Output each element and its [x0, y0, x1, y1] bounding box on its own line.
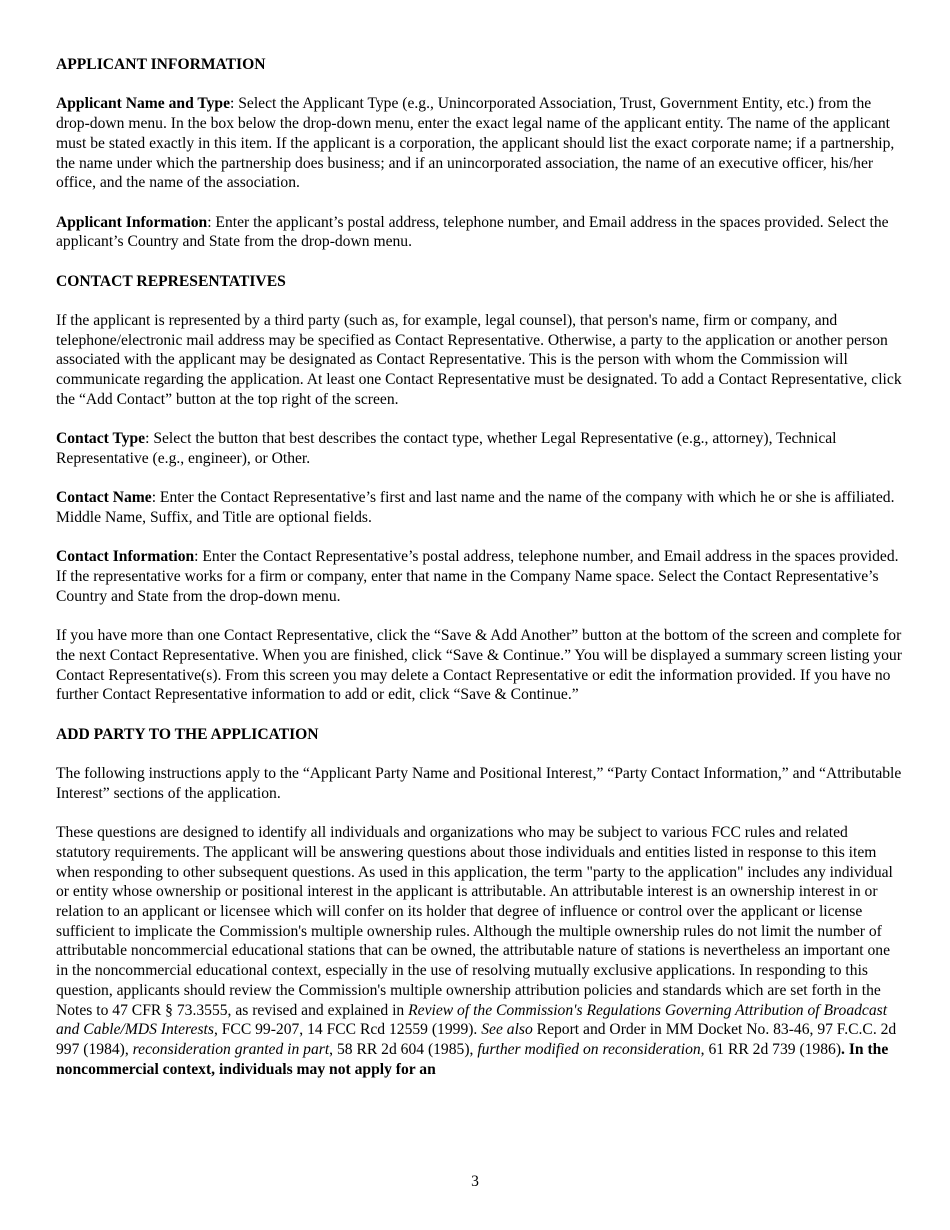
paragraph-contact-intro: If the applicant is represented by a third party (such as, for example, legal counsel), that person's name, firm or company, and telephone/electronic mail address may be specified as Contact Representative. Otherwise, a party to the application or another person associated with the applicant may be designated as Contact Representative. This is the person with whom the Commission will communicate regarding the application. At least one Contact Representative must be designated. To add a Contact Representative, click the “Add Contact” button at the top right of the screen. — [56, 312, 902, 408]
text-contact-information: : Enter the Contact Representative’s postal address, telephone number, and Email address in the spaces provided. If the representative works for a firm or company, enter that name in the Company Name space. Select the Contact Representative’s Country and State from the drop-down menu. — [56, 548, 899, 605]
paragraph-add-party-intro: The following instructions apply to the “Applicant Party Name and Positional Interest,” “Party Contact Information,” and “Attributable Interest” sections of the application. — [56, 765, 902, 802]
text-applicant-information: : Enter the applicant’s postal address, telephone number, and Email address in the spaces provided. Select the applicant’s Country and State from the drop-down menu. — [56, 213, 889, 251]
paragraph-applicant-name-type — [56, 94, 902, 193]
paragraph-more-than-one-contact: If you have more than one Contact Representative, click the “Save & Add Another” button at the bottom of the screen and complete for the next Contact Representative. When you are finished, click “Save & Continue.” You will be displayed a summary screen listing your Contact Representative(s). From this screen you may delete a Contact Representative or edit the information provided. If you have no further Contact Representative information to add or edit, click “Save & Continue.” — [56, 627, 902, 704]
bold-noncommercial-note: . In the noncommercial context, individuals may not apply for an — [56, 1040, 889, 1078]
heading-applicant-information: APPLICANT INFORMATION — [56, 56, 266, 73]
paragraph-contact-name — [56, 488, 902, 527]
label-applicant-information: Applicant Information — [56, 213, 208, 231]
paragraph-add-party-body — [56, 823, 902, 1079]
italic-see-also: See also — [481, 1021, 533, 1039]
text-segment: , 61 RR 2d 739 (1986) — [700, 1040, 842, 1058]
label-contact-name: Contact Name — [56, 489, 152, 507]
text-applicant-name-type: : Select the Applicant Type (e.g., Unincorporated Association, Trust, Government Entity, etc.) from the drop-down menu. In the box below the drop-down menu, enter the exact legal name of the applicant entity. The name of the applicant must be stated exactly in this item. If the applicant is a corporation, the applicant should list the exact corporate name; if a partnership, the name under which the partnership does business; and if an unincorporated association, the name of an executive officer, his/her office, and the name of the association. — [56, 95, 895, 192]
text-segment: Report and Order in MM Docket No. 83-46, 97 F.C.C. 2d 997 (1984), — [56, 1021, 897, 1058]
italic-reconsideration: reconsideration granted in part — [132, 1040, 330, 1058]
label-applicant-name-type: Applicant Name and Type — [56, 95, 231, 113]
paragraph-contact-information — [56, 547, 902, 606]
text-segment: , 58 RR 2d 604 (1985), — [329, 1040, 478, 1058]
italic-citation-title: Review of the Commission's Regulations Governing Attribution of Broadcast and Cable/MDS Interests — [56, 1001, 888, 1039]
document-page — [56, 55, 902, 1099]
label-contact-information: Contact Information — [56, 548, 195, 566]
text-contact-name: : Enter the Contact Representative’s first and last name and the name of the company with which he or she is affiliated. Middle Name, Suffix, and Title are optional fields. — [56, 489, 895, 527]
page-number: 3 — [471, 1173, 479, 1190]
paragraph-applicant-information — [56, 213, 902, 252]
heading-contact-representatives: CONTACT REPRESENTATIVES — [56, 272, 286, 290]
text-segment: These questions are designed to identify all individuals and organizations who may be subject to various FCC rules and related statutory requirements. The applicant will be answering questions about those individuals and entities listed in response to this item when responding to other subsequent questions. As used in this application, the term "party to the application" includes any individual or entity whose ownership or positional interest in the applicant is attributable. An attributable interest is an ownership interest in or relation to an applicant or licensee which will confer on its holder that degree of influence or control over the applicant or license sufficient to implicate the Commission's multiple ownership rules. Although the multiple ownership rules do not limit the number of attributable noncommercial educational stations that can be owned, the attributable nature of stations is nevertheless an important one in the noncommercial educational context, especially in the use of resolving mutually exclusive applications. In responding to this question, applicants should review the Commission's multiple ownership attribution policies and standards which are set forth in the Notes to 47 CFR § 73.3555, as revised and explained in — [56, 824, 893, 1019]
text-segment: , FCC 99-207, 14 FCC Rcd 12559 (1999). — [213, 1021, 482, 1039]
paragraph-contact-type — [56, 429, 902, 468]
italic-further-modified: further modified on reconsideration — [477, 1040, 701, 1058]
heading-add-party: ADD PARTY TO THE APPLICATION — [56, 725, 319, 743]
label-contact-type: Contact Type — [56, 430, 146, 448]
text-contact-type: : Select the button that best describes the contact type, whether Legal Representative (e.g., attorney), Technical Representative (e.g., engineer), or Other. — [56, 430, 837, 467]
